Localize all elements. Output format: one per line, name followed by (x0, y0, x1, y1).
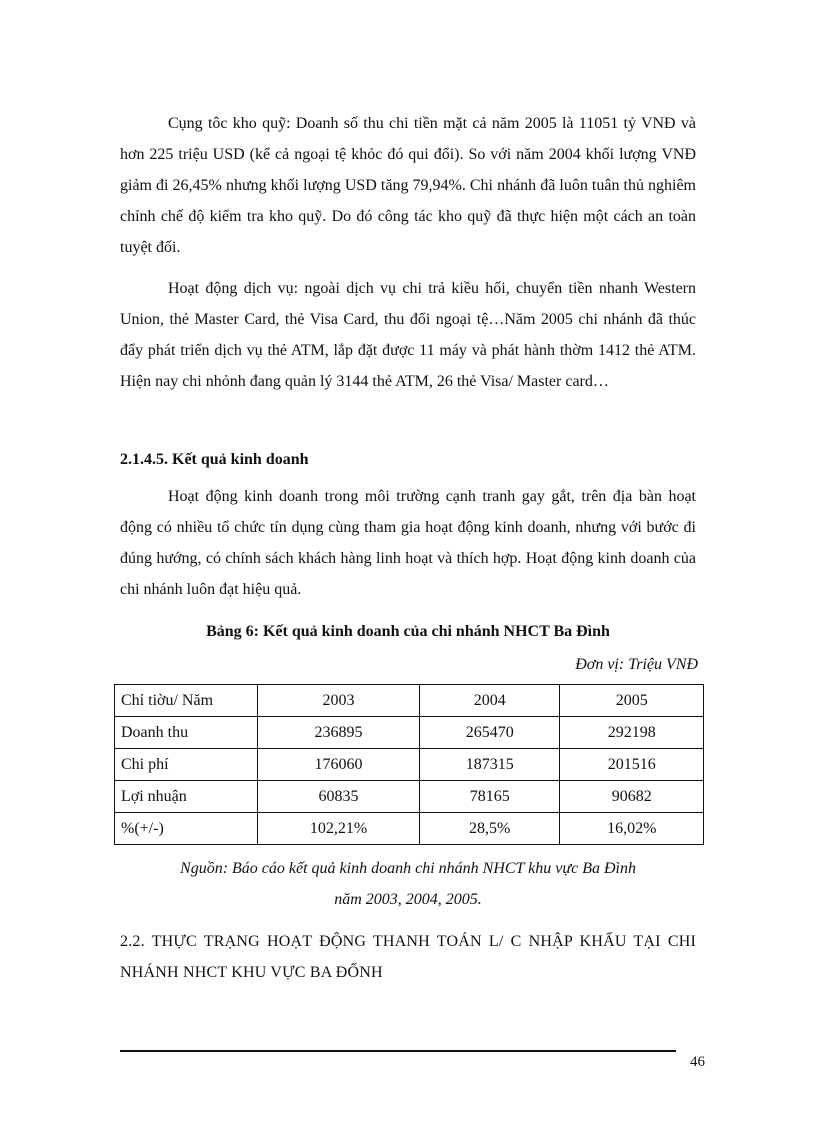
table-cell: 102,21% (258, 813, 420, 845)
table-unit: Đơn vị: Triệu VNĐ (575, 656, 698, 673)
table-cell: 78165 (419, 781, 559, 813)
section-title: 2.2. THỰC TRẠNG HOẠT ĐỘNG THANH TOÁN L/ C NHẬP KHẨU TẠI CHI NHÁNH NHCT KHU VỰC BA ĐỐNH (120, 933, 696, 981)
table-cell: 187315 (419, 749, 559, 781)
header-cell: 2005 (560, 685, 704, 717)
table-row (115, 781, 704, 813)
table-source-line2: năm 2003, 2004, 2005. (334, 891, 482, 908)
table-cell: 201516 (560, 749, 704, 781)
subsection-heading: 2.1.4.5. Kết quả kinh doanh (120, 451, 309, 468)
table-cell: 16,02% (560, 813, 704, 845)
row-label: %(+/-) (115, 813, 258, 845)
table-row (115, 813, 704, 845)
row-label: Lợi nhuận (115, 781, 258, 813)
table-cell: 176060 (258, 749, 420, 781)
footer-rule (120, 1050, 676, 1052)
table-cell: 292198 (560, 717, 704, 749)
header-cell: 2004 (419, 685, 559, 717)
table-source-line1: Nguồn: Báo cáo kết quả kinh doanh chi nhánh NHCT khu vực Ba Đình (180, 860, 636, 877)
row-label: Chi phí (115, 749, 258, 781)
table-header-row (115, 685, 704, 717)
row-label: Doanh thu (115, 717, 258, 749)
table-cell: 265470 (419, 717, 559, 749)
table-cell: 236895 (258, 717, 420, 749)
paragraph-services: Hoạt động dịch vụ: ngoài dịch vụ chi trả kiều hối, chuyển tiền nhanh Western Union, thẻ Master Card, thẻ Visa Card, thu đổi ngoại tệ…Năm 2005 chi nhánh đã thúc đẩy phát triển dịch vụ thẻ ATM, lắp đặt được 11 máy và phát hành thờm 1412 thẻ ATM. Hiện nay chi nhỏnh đang quản lý 3144 thẻ ATM, 26 thẻ Visa/ Master card… (120, 280, 696, 390)
paragraph-vault: Cụng tôc kho quỹ: Doanh số thu chi tiền mặt cả năm 2005 là 11051 tỷ VNĐ và hơn 225 triệu USD (kể cả ngoại tệ khỏc đó qui đổi). So với năm 2004 khối lượng VNĐ giảm đi 26,45% nhưng khối lượng USD tăng 79,94%. Chi nhánh đã luôn tuân thủ nghiêm chỉnh chế độ kiểm tra kho quỹ. Do đó công tác kho quỹ đã thực hiện một cách an toàn tuyệt đối. (120, 115, 696, 256)
table-caption: Bảng 6: Kết quả kinh doanh của chi nhánh NHCT Ba Đình (206, 623, 610, 640)
paragraph-business: Hoạt động kinh doanh trong môi trường cạnh tranh gay gắt, trên địa bàn hoạt động có nhiều tổ chức tín dụng cùng tham gia hoạt động kinh doanh, nhưng với bước đi đúng hướng, có chính sách khách hàng linh hoạt và thích hợp. Hoạt động kinh doanh của chi nhánh luôn đạt hiệu quả. (120, 488, 696, 598)
table-row (115, 717, 704, 749)
header-cell: Chỉ tiờu/ Năm (115, 685, 258, 717)
table-cell: 60835 (258, 781, 420, 813)
page-number: 46 (690, 1054, 705, 1070)
table-cell: 90682 (560, 781, 704, 813)
business-results-table (114, 684, 704, 845)
table-row (115, 749, 704, 781)
header-cell: 2003 (258, 685, 420, 717)
table-cell: 28,5% (419, 813, 559, 845)
